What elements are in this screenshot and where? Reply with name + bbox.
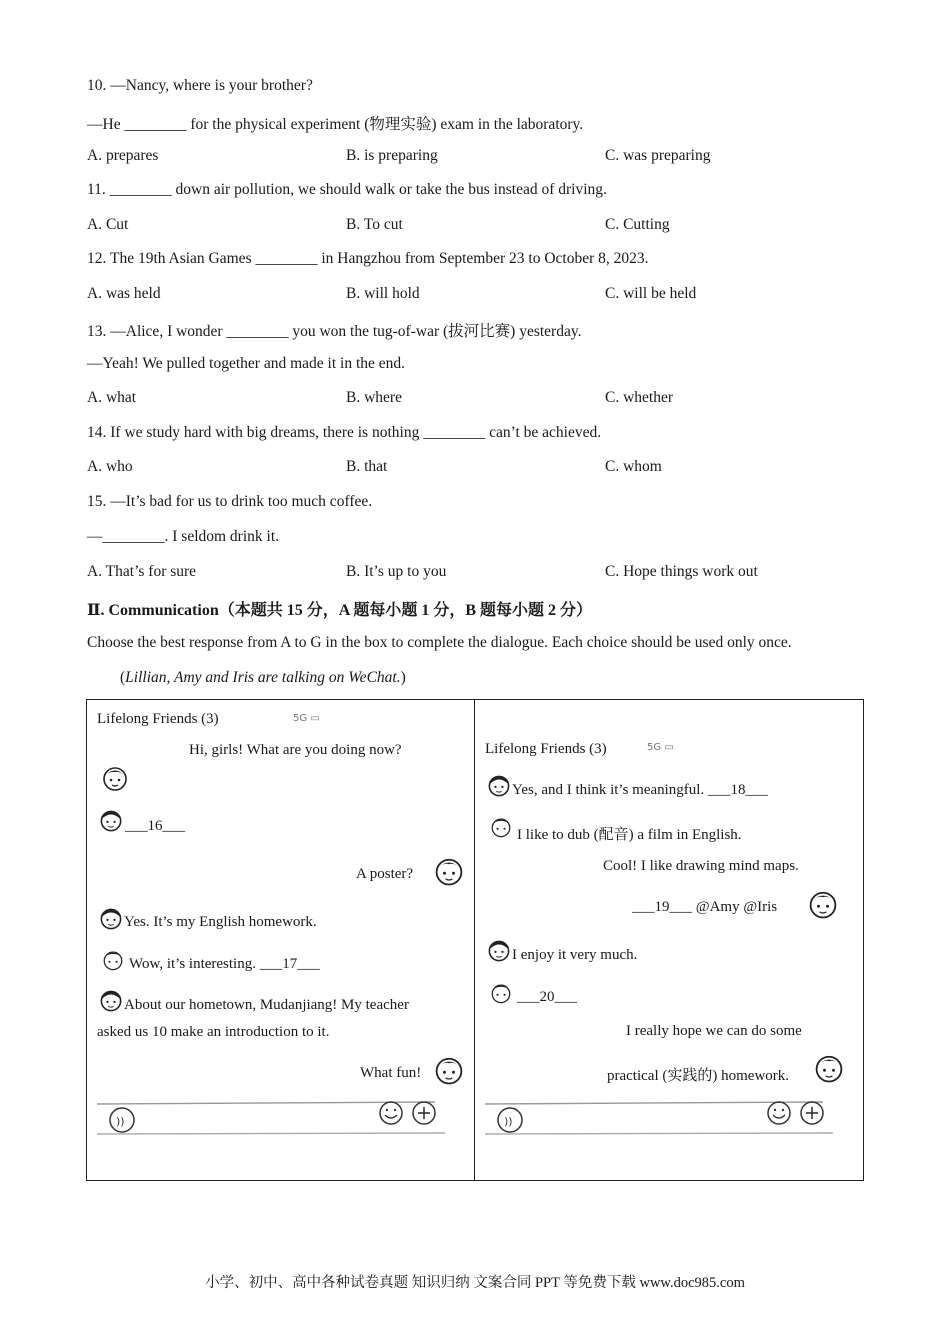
chat-message: Yes. It’s my English homework. — [124, 914, 317, 930]
svg-text:)): )) — [504, 1115, 513, 1128]
context-open-paren: ( — [120, 669, 126, 686]
chat-message: I enjoy it very much. — [512, 947, 638, 963]
question-text: —________. I seldom drink it. — [87, 528, 280, 545]
svg-text:)): )) — [116, 1115, 125, 1128]
question-text: 11. ________ down air pollution, we should walk or take the bus instead of driving. — [87, 181, 607, 198]
chat-message: ___20___ — [517, 989, 577, 1005]
short-hair-avatar-icon — [487, 979, 515, 1007]
chat-message: A poster? — [356, 866, 414, 882]
option-c: C. whom — [605, 458, 662, 475]
battery-icon: ▭ — [664, 742, 674, 753]
option-c: C. Cutting — [605, 216, 670, 233]
table-divider — [474, 700, 475, 1180]
boy-avatar-icon — [485, 937, 513, 965]
chat-message: ___19___ @Amy @Iris — [632, 899, 778, 915]
chat-message: About our hometown, Mudanjiang! My teacher — [124, 997, 409, 1013]
boy-avatar-icon — [485, 772, 513, 800]
network-status — [647, 742, 674, 753]
question-text: 14. If we study hard with big dreams, there is nothing ________ can’t be achieved. — [87, 424, 602, 441]
question-text: 15. —It’s bad for us to drink too much coffee. — [87, 493, 373, 510]
girl-avatar-icon — [431, 1052, 467, 1088]
option-b: B. that — [346, 458, 388, 475]
option-b: B. To cut — [346, 216, 403, 233]
boy-avatar-icon — [97, 987, 125, 1015]
short-hair-avatar-icon — [99, 946, 127, 974]
option-c: C. was preparing — [605, 147, 711, 164]
girl-avatar-icon — [431, 853, 467, 889]
chat-message: asked us 10 make an introduction to it. — [97, 1024, 330, 1040]
option-b: B. is preparing — [346, 147, 438, 164]
network-label: 5G — [293, 713, 308, 724]
question-text: 12. The 19th Asian Games ________ in Hangzhou from September 23 to October 8, 2023. — [87, 250, 649, 267]
option-c: C. will be held — [605, 285, 697, 302]
section-instruction: Choose the best response from A to G in the box to complete the dialogue. Each choice should be used only once. — [87, 634, 792, 651]
boy-avatar-icon — [97, 807, 125, 835]
chat-message: Wow, it’s interesting. ___17___ — [129, 956, 320, 972]
question-text: 13. —Alice, I wonder ________ you won the tug-of-war (拔河比赛) yesterday. — [87, 323, 582, 340]
question-text: —He ________ for the physical experiment (物理实验) exam in the laboratory. — [87, 116, 584, 133]
context-close-paren: ) — [400, 669, 406, 686]
option-a: A. That’s for sure — [87, 563, 197, 580]
option-c: C. whether — [605, 389, 674, 406]
chat-message: Hi, girls! What are you doing now? — [189, 742, 402, 758]
short-hair-avatar-icon — [487, 813, 515, 841]
option-c: C. Hope things work out — [605, 563, 758, 580]
dialogue-context — [120, 669, 406, 687]
girl-avatar-icon — [99, 762, 131, 794]
option-a: A. was held — [87, 285, 161, 302]
option-b: B. where — [346, 389, 402, 406]
page-footer: 小学、初中、高中各种试卷真题 知识归纳 文案合同 PPT 等免费下载 www.doc985.com — [205, 1275, 745, 1291]
network-status — [293, 713, 320, 724]
girl-avatar-icon — [811, 1050, 847, 1086]
context-text: Lillian, Amy and Iris are talking on WeChat. — [125, 669, 401, 686]
section-title: Ⅱ. Communication（本题共 15 分，A 题每小题 1 分，B 题每小题 2 分） — [87, 602, 593, 619]
chat-title: Lifelong Friends (3) — [97, 711, 219, 727]
network-label: 5G — [647, 742, 662, 753]
chat-message: What fun! — [360, 1065, 422, 1081]
option-a: A. who — [87, 458, 133, 475]
option-b: B. It’s up to you — [346, 563, 447, 580]
option-b: B. will hold — [346, 285, 420, 302]
boy-avatar-icon — [97, 905, 125, 933]
question-text: 10. —Nancy, where is your brother? — [87, 77, 313, 94]
battery-icon: ▭ — [310, 713, 320, 724]
chat-table — [86, 699, 864, 1181]
option-a: A. Cut — [87, 216, 129, 233]
chat-message: practical (实践的) homework. — [607, 1068, 790, 1084]
girl-avatar-icon — [805, 886, 841, 922]
chat-message: I like to dub (配音) a film in English. — [517, 827, 742, 843]
option-a: A. prepares — [87, 147, 159, 164]
chat-message: ___16___ — [125, 818, 185, 834]
chat-title: Lifelong Friends (3) — [485, 741, 607, 757]
chat-message: I really hope we can do some — [626, 1023, 802, 1039]
option-a: A. what — [87, 389, 137, 406]
chat-input-bar — [95, 1100, 445, 1136]
chat-message: Cool! I like drawing mind maps. — [603, 858, 799, 874]
chat-message: Yes, and I think it’s meaningful. ___18___ — [512, 782, 768, 798]
question-text: —Yeah! We pulled together and made it in the end. — [87, 355, 406, 372]
chat-input-bar — [483, 1100, 833, 1136]
